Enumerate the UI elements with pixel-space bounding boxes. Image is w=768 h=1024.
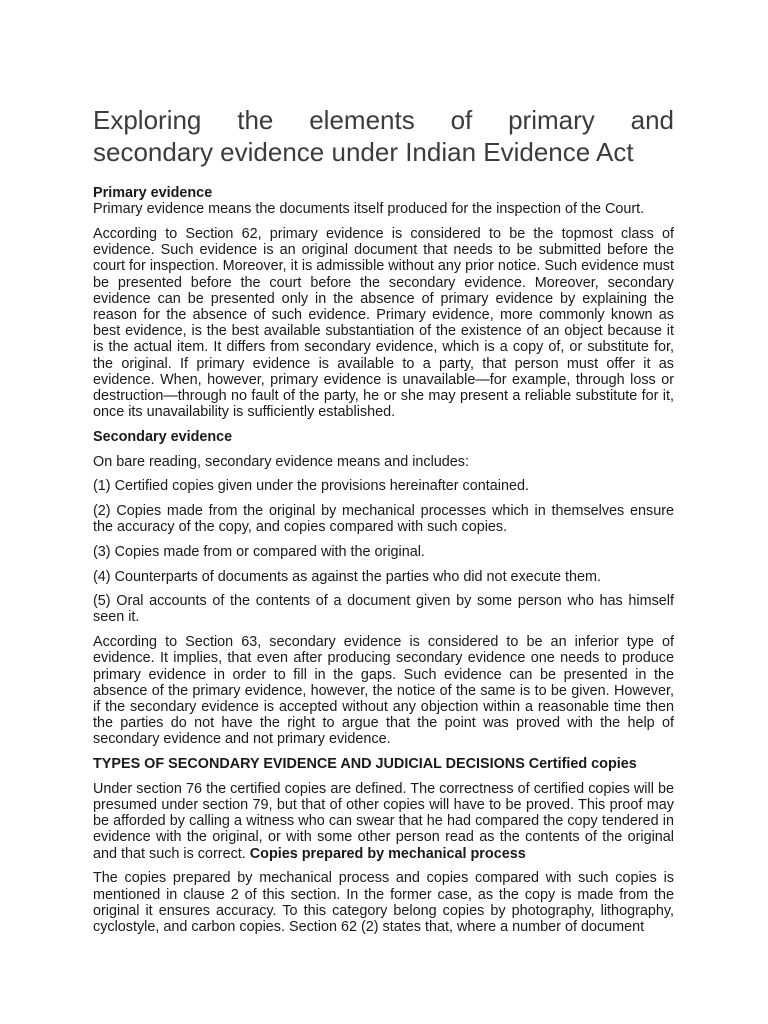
primary-evidence-heading: Primary evidence [93, 185, 213, 201]
title-line-1: Exploring the elements of primary and [93, 105, 674, 135]
secondary-list-item: (4) Counterparts of documents as against the parties who did not execute them. [93, 568, 601, 585]
secondary-list-item: (2) Copies made from the original by mechanical processes which in themselves ensure the accuracy of the copy, and copies compared with such copies. [93, 502, 674, 536]
title-line-2: secondary evidence under Indian Evidence Act [93, 137, 634, 167]
secondary-list-item: (5) Oral accounts of the contents of a document given by some person who has himself seen it. [93, 593, 674, 626]
article-title [93, 104, 674, 168]
secondary-evidence-intro: On bare reading, secondary evidence means and includes: [93, 453, 469, 470]
mechanical-process-heading: Copies prepared by mechanical process [249, 845, 526, 862]
mechanical-process-paragraph: The copies prepared by mechanical process and copies compared with such copies is mentioned in clause 2 of this section. In the former case, as the copy is made from the original it ensures accuracy. To this category belong copies by photography, lithography, cyclostyle, and carbon copies. Section 62 (2) states that, where a number of document [93, 870, 674, 935]
primary-evidence-paragraph: According to Section 62, primary evidence is considered to be the topmost class of evidence. Such evidence is an original document that needs to be submitted before the court for inspection. Moreover, it is admissible without any prior notice. Such evidence must be presented before the court before the secondary evidence. Moreover, secondary evidence can be presented only in the absence of primary evidence by explaining the reason for the absence of such evidence. Primary evidence, more commonly known as best evidence, is the best available substantiation of the existence of an object because it is the actual item. It differs from secondary evidence, which is a copy of, or substitute for, the original. If primary evidence is available to a party, that person must offer it as evidence. When, however, primary evidence is unavailable—for example, through loss or destruction—through no fault of the party, he or she may present a reliable substitute for it, once its unavailability is sufficiently established. [93, 225, 674, 421]
secondary-list-item: (1) Certified copies given under the provisions hereinafter contained. [93, 478, 529, 495]
secondary-evidence-paragraph: According to Section 63, secondary evidence is considered to be an inferior type of evidence. It implies, that even after producing secondary evidence one needs to produce primary evidence in order to fill in the gaps. Such evidence can be presented in the absence of the primary evidence, however, the notice of the same is to be given. However, if the secondary evidence is accepted without any objection within a reasonable time then the parties do not have the right to argue that the point was proved with the help of secondary evidence and not primary evidence. [93, 634, 674, 748]
article-body [93, 104, 674, 944]
primary-evidence-definition: Primary evidence means the documents itself produced for the inspection of the Court. [93, 201, 645, 218]
secondary-evidence-heading: Secondary evidence [93, 428, 233, 445]
types-heading: TYPES OF SECONDARY EVIDENCE AND JUDICIAL DECISIONS Certified copies [93, 756, 637, 773]
certified-copies-text: Under section 76 the certified copies are defined. The correctness of certified copies will be presumed under section 79, but that of other copies will have to be proved. This proof may be afforded by calling a witness who can swear that he had compared the copy tendered in evidence with the original, or with some other person read as the contents of the original and that such is correct. [93, 780, 674, 862]
certified-copies-paragraph [93, 781, 674, 862]
secondary-list-item: (3) Copies made from or compared with the original. [93, 543, 425, 560]
